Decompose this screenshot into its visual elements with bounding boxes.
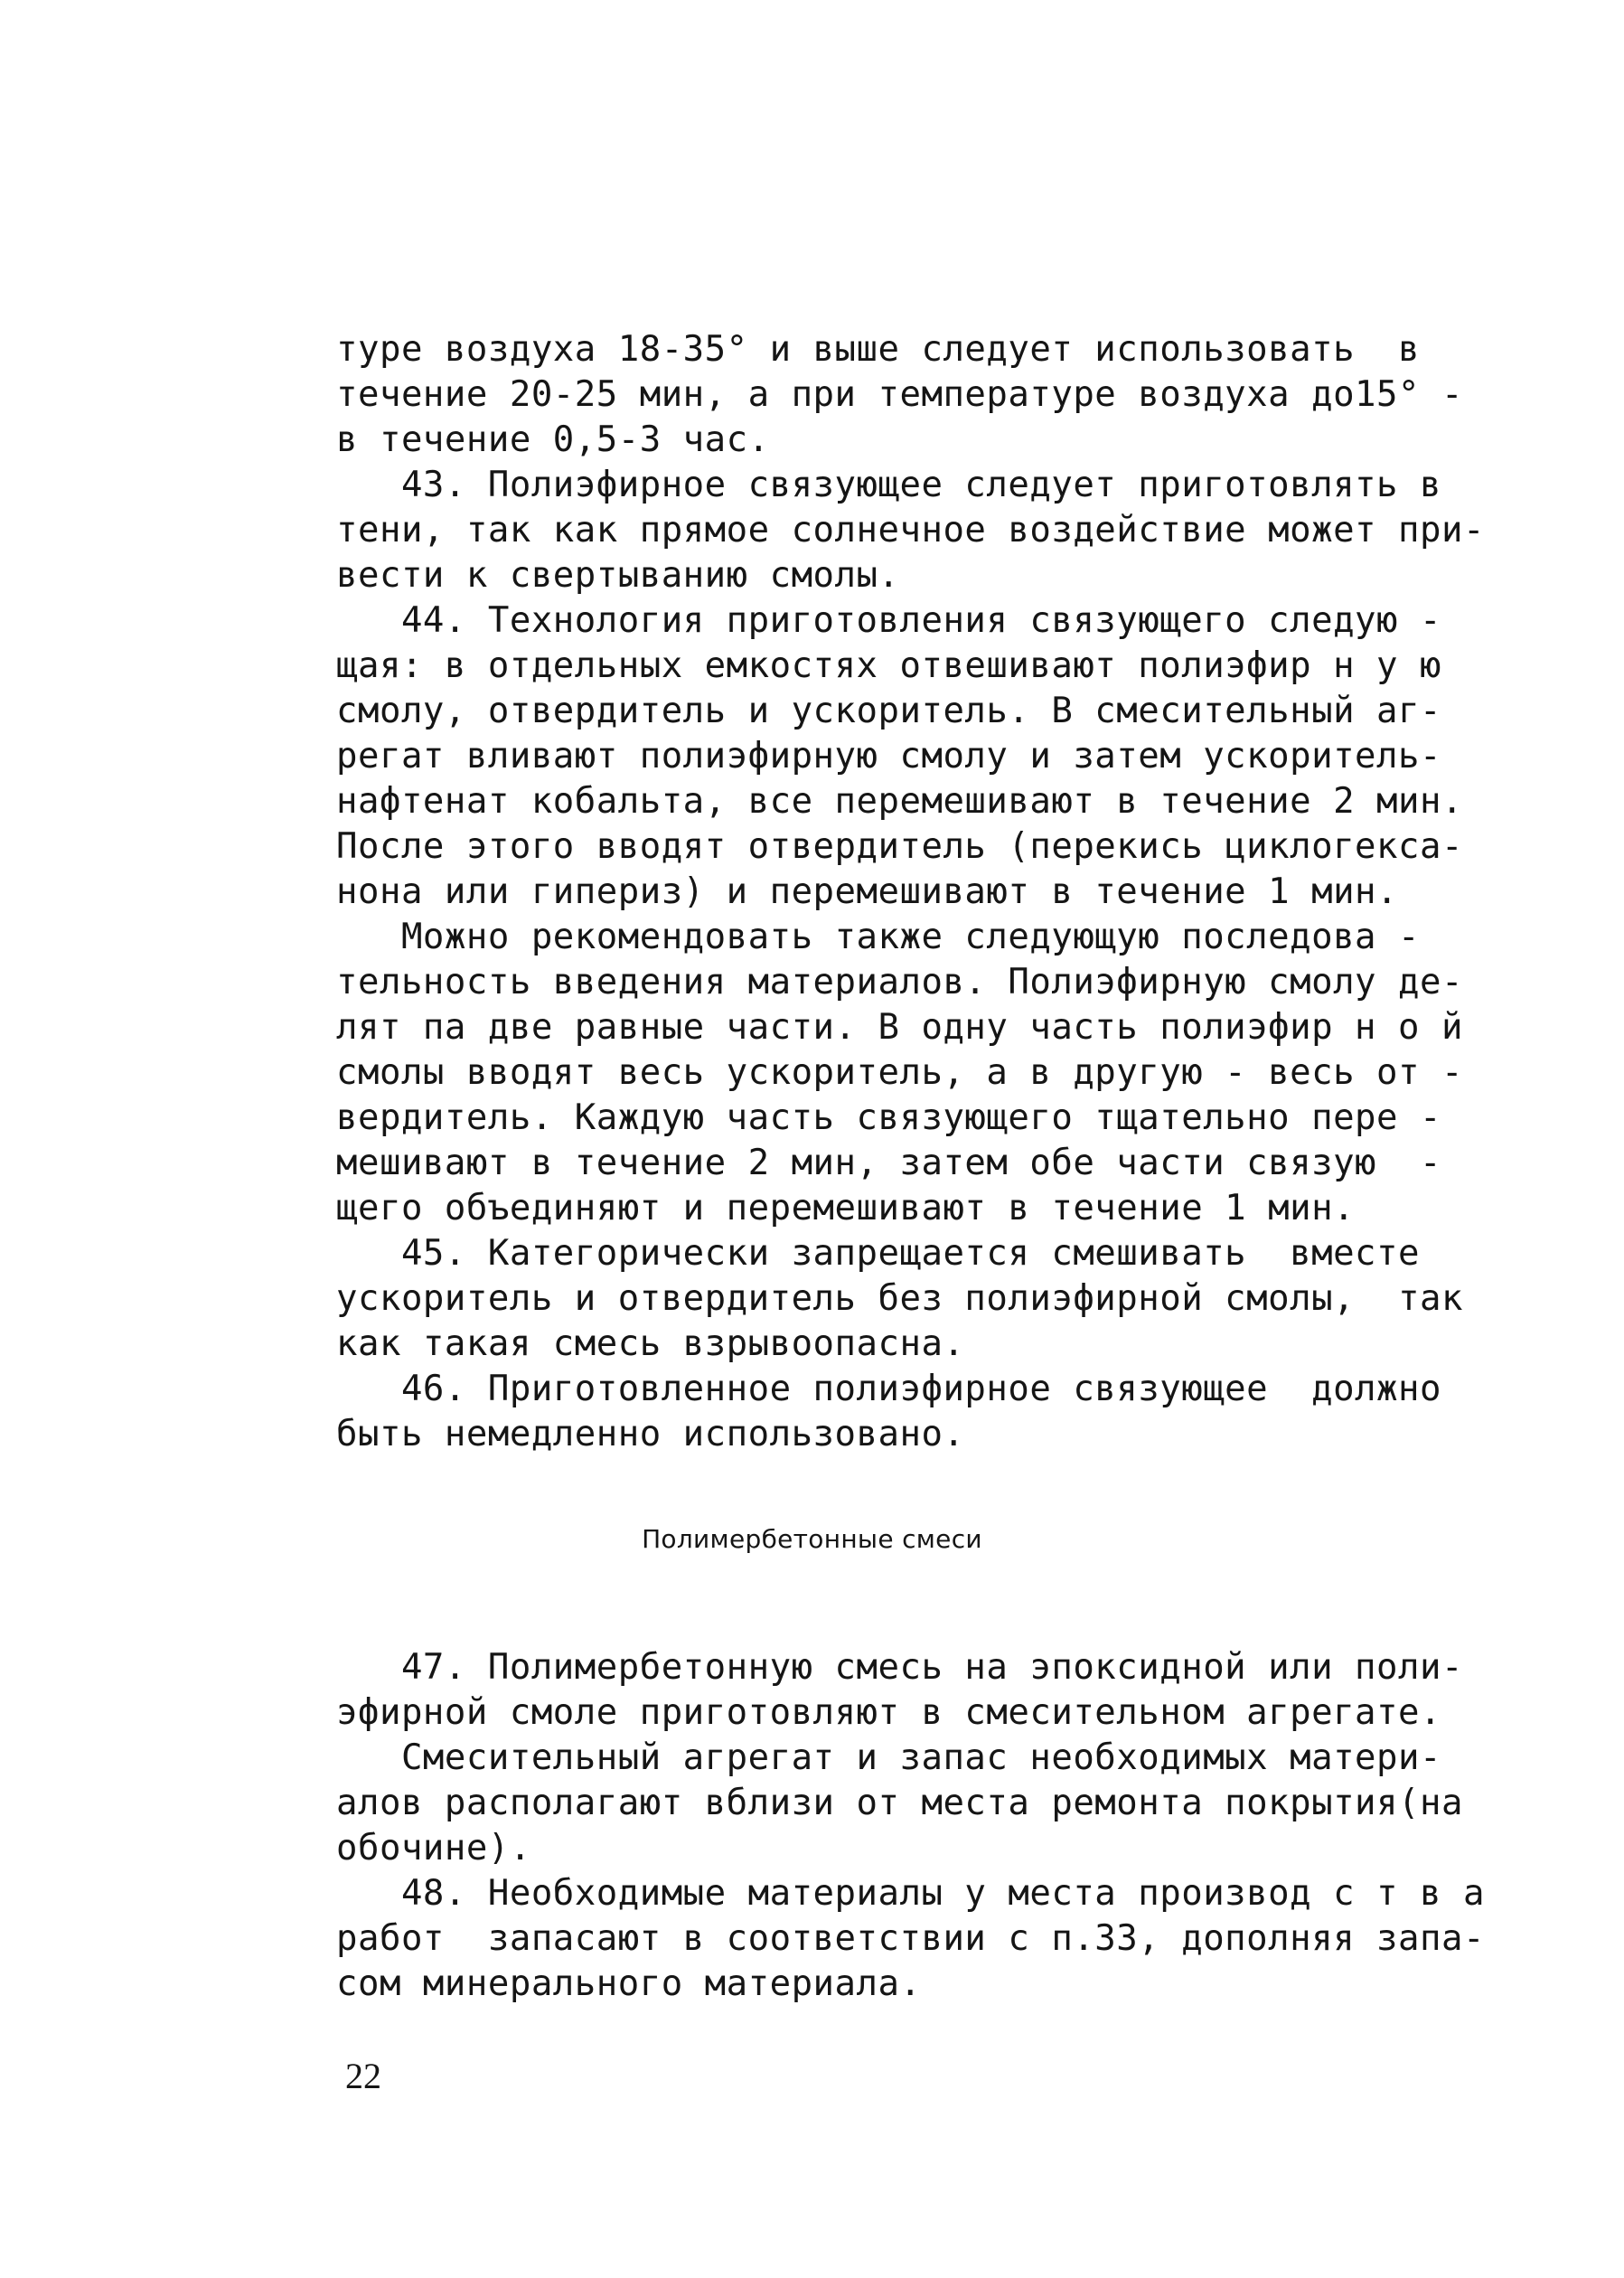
text-line: работ запасают в соответствии с п.33, дополняя запа- [336, 1918, 1485, 1959]
text-line: сом минерального материала. [336, 1963, 922, 2004]
text-line: туре воздуха 18-35° и выше следует использовать в [336, 329, 1420, 370]
text-line: тельность введения материалов. Полиэфирную смолу де- [336, 962, 1463, 1003]
text-line: обочине). [336, 1828, 531, 1869]
text-line: течение 20-25 мин, а при температуре воздуха до15° - [336, 374, 1463, 415]
text-line: 46. Приготовленное полиэфирное связующее должно [336, 1369, 1441, 1409]
text-line: 45. Категорически запрещается смешивать вместе [336, 1233, 1420, 1274]
text-line: как такая смесь взрывоопасна. [336, 1323, 965, 1364]
page-number: 22 [345, 2056, 381, 2096]
text-line: быть немедленно использовано. [336, 1414, 965, 1454]
text-line: регат вливают полиэфирную смолу и затем ускоритель- [336, 736, 1441, 777]
text-line: нафтенат кобальта, все перемешивают в течение 2 мин. [336, 781, 1463, 822]
text-line: смолу, отвердитель и ускоритель. В смесительный аг- [336, 691, 1441, 731]
text-line: эфирной смоле приготовляют в смесительном агрегате. [336, 1692, 1441, 1733]
text-line: 48. Необходимые материалы у места производ с т в а [336, 1873, 1485, 1914]
text-line: смолы вводят весь ускоритель, а в другую - весь от - [336, 1052, 1463, 1093]
text-line: тени, так как прямое солнечное воздействие может при- [336, 510, 1485, 551]
text-line: 43. Полиэфирное связующее следует приготовлять в [336, 465, 1441, 505]
body-text-upper [336, 327, 1518, 1457]
text-line: нона или гипериз) и перемешивают в течение 1 мин. [336, 871, 1399, 912]
text-line: 47. Полимербетонную смесь на эпоксидной или поли- [336, 1647, 1463, 1688]
text-line: в течение 0,5-3 час. [336, 419, 770, 460]
text-line: вердитель. Каждую часть связующего тщательно пере - [336, 1097, 1441, 1138]
text-line: Можно рекомендовать также следующую последова - [336, 917, 1420, 957]
text-line: вести к свертыванию смолы. [336, 555, 900, 596]
text-line: После этого вводят отвердитель (перекись циклогекса- [336, 826, 1463, 867]
text-line: Смесительный агрегат и запас необходимых матери- [336, 1737, 1441, 1778]
body-text-lower [336, 1645, 1518, 2007]
text-line: 44. Технология приготовления связующего следую - [336, 600, 1441, 641]
text-line: щая: в отдельных емкостях отвешивают полиэфир н у ю [336, 645, 1441, 686]
text-line: ускоритель и отвердитель без полиэфирной смолы, так [336, 1278, 1463, 1319]
text-line: щего объединяют и перемешивают в течение 1 мин. [336, 1188, 1356, 1228]
text-line: алов располагают вблизи от места ремонта покрытия(на [336, 1783, 1463, 1823]
section-heading: Полимербетонные смеси [642, 1524, 982, 1554]
text-line: мешивают в течение 2 мин, затем обе части связую - [336, 1143, 1441, 1183]
text-line: лят па две равные части. В одну часть полиэфир н о й [336, 1007, 1463, 1048]
